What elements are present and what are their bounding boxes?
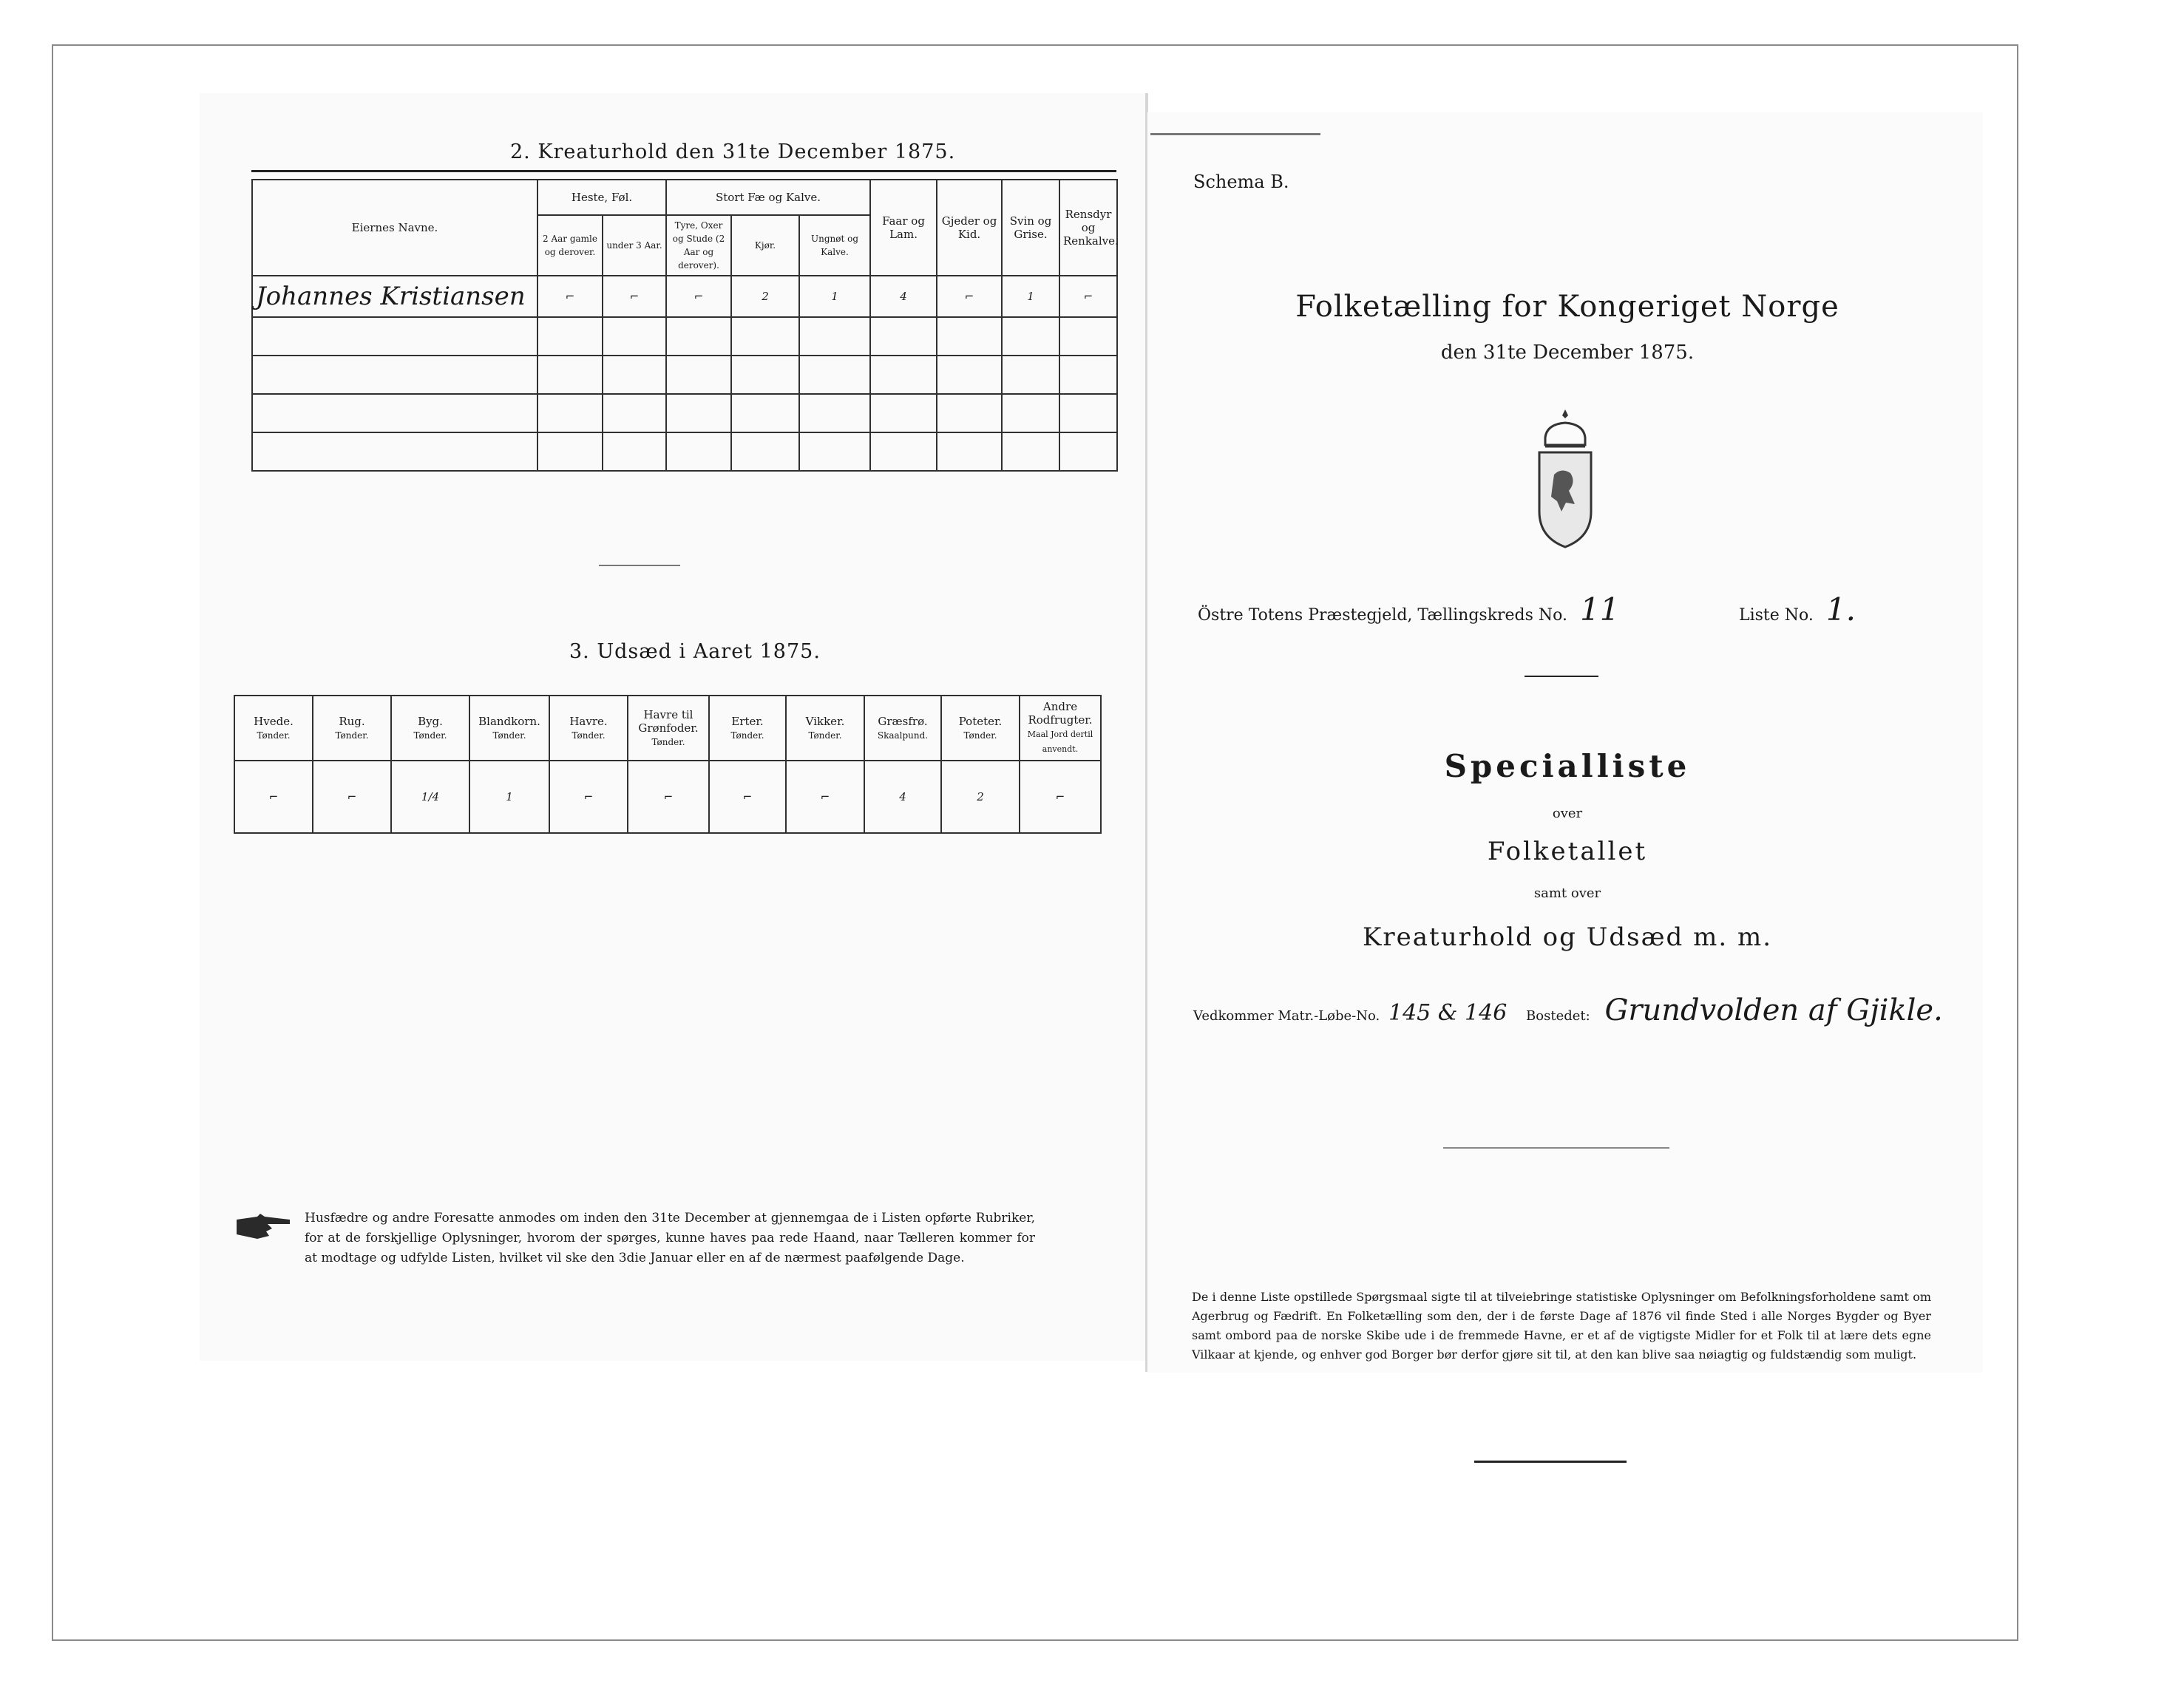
seed-header-rye: Rug. Tønder. xyxy=(313,696,391,761)
bosted-label: Bostedet: xyxy=(1526,1008,1590,1024)
divider-rule xyxy=(599,565,680,566)
header-young-cattle: Ungnøt og Kalve. xyxy=(799,215,870,276)
seed-header-root-crops: Andre Rodfrugter. Maal Jord dertil anvendt. xyxy=(1020,696,1101,761)
seed-cell-barley: 1/4 xyxy=(391,761,469,833)
notice-text: Husfædre og andre Foresatte anmodes om inden den 31te December at gjennemgaa de i Listen opførte Rubriker, for at de forskjellige Oplysninger, hvorom der spørges, kunne haves paa rede Haand, naar Tælleren kommer for at modtage og udfylde Listen, hvilket vil ske den 3die Januar eller en af de nærmest paafølgende Dage. xyxy=(305,1211,1035,1265)
seed-header-grass-seed: Græsfrø. Skaalpund. xyxy=(864,696,941,761)
cell-goats: ⌐ xyxy=(937,276,1002,317)
seed-header-wheat: Hvede. Tønder. xyxy=(234,696,313,761)
specialliste-heading: Specialliste xyxy=(1444,748,1691,784)
header-cows: Kjør. xyxy=(731,215,799,276)
top-faint-rule xyxy=(1150,133,1320,135)
samt-over-text: samt over xyxy=(1533,886,1601,901)
bosted-value: Grundvolden af Gjikle. xyxy=(1604,993,1943,1027)
coat-of-arms-icon xyxy=(1532,408,1598,548)
section2-top-rule xyxy=(251,170,1116,172)
seed-cell-rye: ⌐ xyxy=(313,761,391,833)
kreaturhold-text: Kreaturhold og Udsæd m. m. xyxy=(1362,922,1772,952)
seed-cell-grass-seed: 4 xyxy=(864,761,941,833)
cell-bulls: ⌐ xyxy=(666,276,731,317)
census-date: den 31te December 1875. xyxy=(1440,341,1695,364)
seed-cell-mixed-grain: 1 xyxy=(469,761,549,833)
header-goats: Gjeder og Kid. xyxy=(937,180,1002,276)
section3-title: 3. Udsæd i Aaret 1875. xyxy=(569,640,821,663)
seed-header-peas: Erter. Tønder. xyxy=(709,696,786,761)
cell-horses-young: ⌐ xyxy=(603,276,666,317)
cell-reindeer: ⌐ xyxy=(1059,276,1117,317)
livestock-table xyxy=(251,179,1118,472)
matr-number: 145 & 146 xyxy=(1388,1000,1508,1026)
seed-cell-vetch: ⌐ xyxy=(786,761,864,833)
folketallet-text: Folketallet xyxy=(1487,837,1648,866)
header-horses-old: 2 Aar gamle og derover. xyxy=(537,215,603,276)
seed-cell-oats: ⌐ xyxy=(549,761,628,833)
seed-cell-wheat: ⌐ xyxy=(234,761,313,833)
seed-header-potatoes: Poteter. Tønder. xyxy=(941,696,1020,761)
cell-cows: 2 xyxy=(731,276,799,317)
list-number: 1. xyxy=(1825,591,1856,628)
owner-name: Johannes Kristiansen xyxy=(252,276,537,317)
matr-label: Vedkommer Matr.-Løbe-No. xyxy=(1193,1008,1380,1024)
seed-header-barley: Byg. Tønder. xyxy=(391,696,469,761)
cell-sheep: 4 xyxy=(870,276,937,317)
cell-young-cattle: 1 xyxy=(799,276,870,317)
seed-cell-potatoes: 2 xyxy=(941,761,1020,833)
list-label: Liste No. xyxy=(1739,606,1814,625)
seed-header-oats: Havre. Tønder. xyxy=(549,696,628,761)
parish-line xyxy=(1198,591,1619,628)
section2-title: 2. Kreaturhold den 31te December 1875. xyxy=(510,140,956,163)
schema-label: Schema B. xyxy=(1193,171,1289,192)
cell-horses-old: ⌐ xyxy=(537,276,603,317)
short-rule-1 xyxy=(1525,676,1598,677)
list-line xyxy=(1739,591,1856,628)
matr-line xyxy=(1193,993,1943,1027)
seed-cell-root-crops: ⌐ xyxy=(1020,761,1101,833)
header-horses-young: under 3 Aar. xyxy=(603,215,666,276)
header-horses: Heste, Føl. xyxy=(537,180,666,215)
header-pigs: Svin og Grise. xyxy=(1002,180,1059,276)
seed-table xyxy=(234,695,1102,834)
parish-printed: Östre Totens Præstegjeld, Tællingskreds No. xyxy=(1198,606,1568,625)
seed-header-vetch: Vikker. Tønder. xyxy=(786,696,864,761)
census-title: Folketælling for Kongeriget Norge xyxy=(1295,290,1839,324)
over-text: over xyxy=(1552,806,1583,821)
footnote-text: De i denne Liste opstillede Spørgsmaal sigte til at tilveiebringe statistiske Oplysninger om Befolkningsforholdene samt om Agerbrug og Fædrift. En Folketælling som den, der i de første Dage af 1876 vil finde Sted i alle Norges Bygder og Byer samt ombord paa de norske Skibe ude i de fremmede Havne, er et af de vigtigste Midler for et Folk til at lære dets egne Vilkaar at kjende, og enhver god Borger bør derfor gjøre sit til, at den kan blive saa nøiagtig og fuldstændig som muligt. xyxy=(1192,1290,1931,1362)
bottom-rule xyxy=(1474,1461,1627,1463)
header-sheep: Faar og Lam. xyxy=(870,180,937,276)
seed-cell-green-oats: ⌐ xyxy=(628,761,709,833)
seed-cell-peas: ⌐ xyxy=(709,761,786,833)
district-number: 11 xyxy=(1580,591,1620,628)
header-reindeer: Rensdyr og Renkalve. xyxy=(1059,180,1117,276)
header-owner: Eiernes Navne. xyxy=(252,180,537,276)
pointing-hand-icon xyxy=(235,1212,293,1240)
mid-rule xyxy=(1443,1147,1669,1149)
header-cattle: Stort Fæ og Kalve. xyxy=(666,180,870,215)
seed-header-green-oats: Havre til Grønfoder. Tønder. xyxy=(628,696,709,761)
header-bulls: Tyre, Oxer og Stude (2 Aar og derover). xyxy=(666,215,731,276)
cell-pigs: 1 xyxy=(1002,276,1059,317)
seed-header-mixed-grain: Blandkorn. Tønder. xyxy=(469,696,549,761)
